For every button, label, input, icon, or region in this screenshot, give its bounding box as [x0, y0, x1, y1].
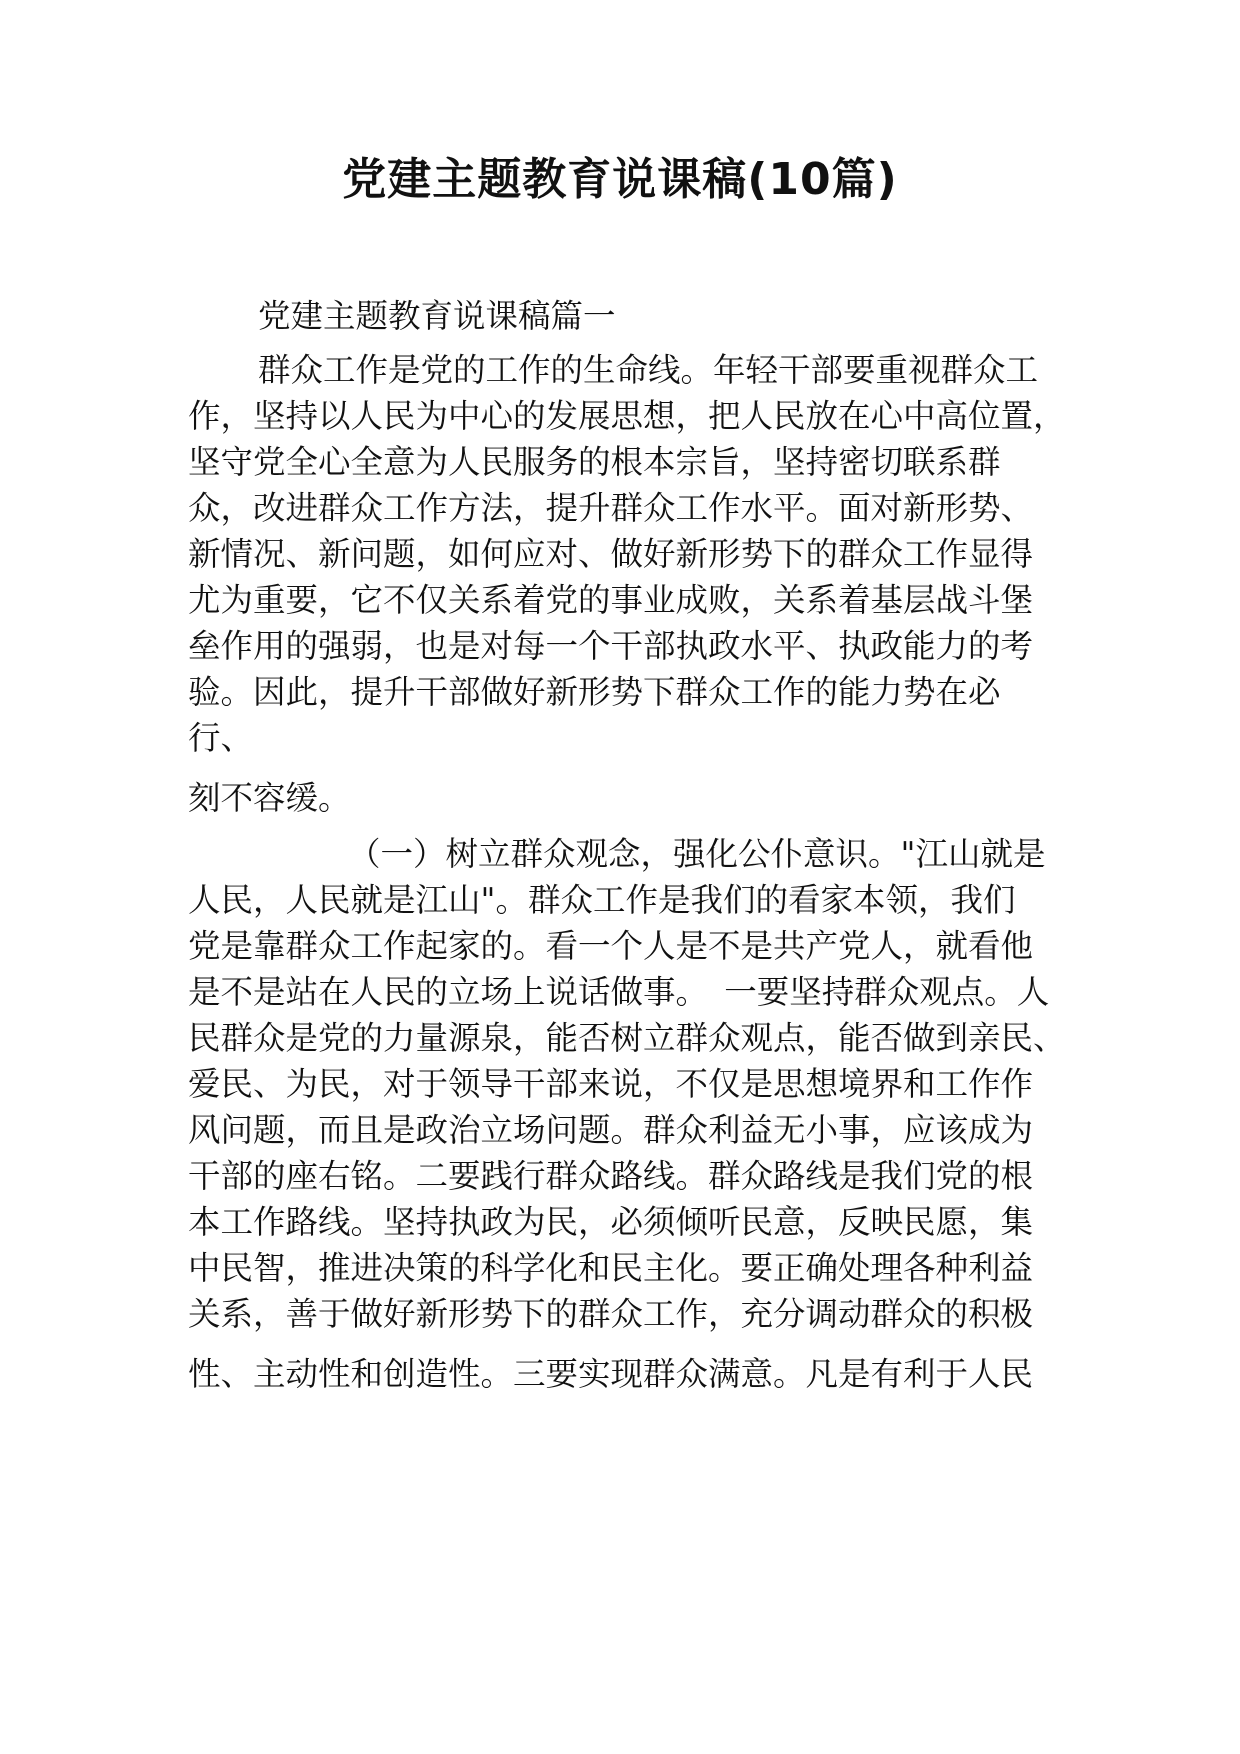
- paragraph-line: 刻不容缓。: [188, 779, 351, 817]
- paragraph-line: 党是靠群众工作起家的。看一个人是不是共产党人，就看他: [188, 927, 1034, 965]
- paragraph-line: 本工作路线。坚持执政为民，必须倾听民意，反映民愿，集: [188, 1203, 1034, 1241]
- document-title: 党建主题教育说课稿(10篇): [342, 154, 898, 205]
- paragraph-line: 群众工作是党的工作的生命线。年轻干部要重视群众工: [258, 351, 1039, 389]
- paragraph-line: 风问题，而且是政治立场问题。群众利益无小事，应该成为: [188, 1111, 1034, 1149]
- paragraph-line: 人民，人民就是江山"。群众工作是我们的看家本领，我们: [188, 881, 1016, 919]
- paragraph-line: 中民智，推进决策的科学化和民主化。要正确处理各种利益: [188, 1249, 1034, 1287]
- paragraph-line: 作，坚持以人民为中心的发展思想，把人民放在心中高位置，: [188, 397, 1066, 435]
- paragraph-line: 干部的座右铭。二要践行群众路线。群众路线是我们党的根: [188, 1157, 1034, 1195]
- paragraph-line: 关系，善于做好新形势下的群众工作，充分调动群众的积极: [188, 1295, 1034, 1333]
- paragraph-line: 验。因此，提升干部做好新形势下群众工作的能力势在必: [188, 673, 1001, 711]
- paragraph-line: 是不是站在人民的立场上说话做事。 一要坚持群众观点。人: [188, 973, 1050, 1011]
- paragraph-line: 行、: [188, 719, 254, 757]
- paragraph-line: 新情况、新问题，如何应对、做好新形势下的群众工作显得: [188, 535, 1034, 573]
- paragraph-line: （一）树立群众观念，强化公仆意识。"江山就是: [348, 835, 1046, 873]
- section-heading: 党建主题教育说课稿篇一: [258, 297, 616, 335]
- paragraph-line: 性、主动性和创造性。三要实现群众满意。凡是有利于人民: [188, 1355, 1034, 1393]
- paragraph-line: 垒作用的强弱，也是对每一个干部执政水平、执政能力的考: [188, 627, 1034, 665]
- paragraph-line: 众，改进群众工作方法，提升群众工作水平。面对新形势、: [188, 489, 1034, 527]
- paragraph-line: 民群众是党的力量源泉，能否树立群众观点，能否做到亲民、: [188, 1019, 1066, 1057]
- paragraph-line: 爱民、为民，对于领导干部来说，不仅是思想境界和工作作: [188, 1065, 1034, 1103]
- paragraph-line: 坚守党全心全意为人民服务的根本宗旨，坚持密切联系群: [188, 443, 1001, 481]
- paragraph-line: 尤为重要，它不仅关系着党的事业成败，关系着基层战斗堡: [188, 581, 1034, 619]
